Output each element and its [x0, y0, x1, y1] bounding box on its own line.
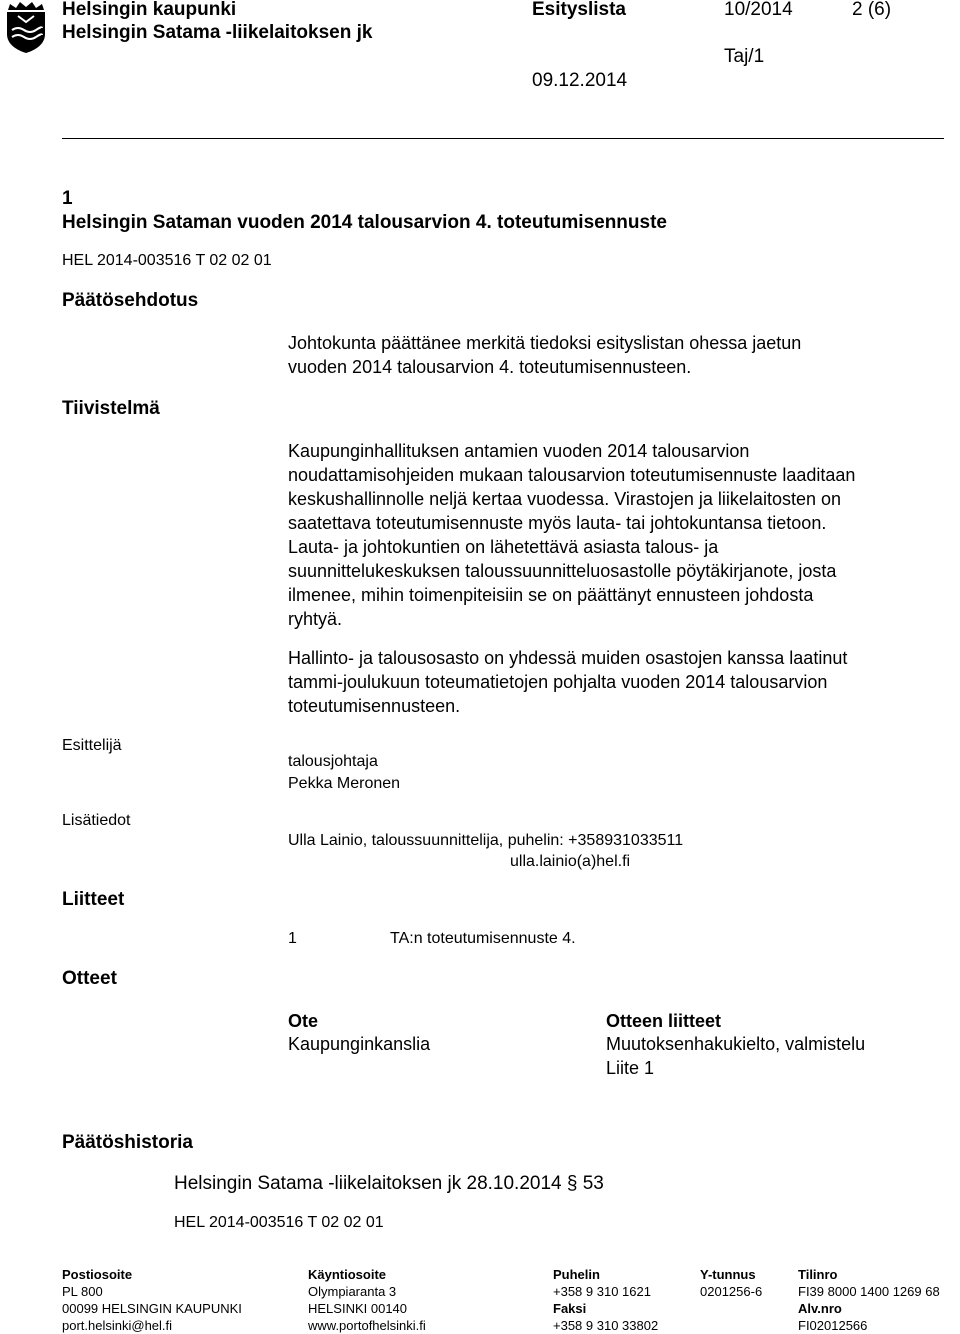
footer-fax-number: +358 9 310 33802: [553, 1318, 659, 1333]
header-org: Helsingin kaupunki: [62, 0, 237, 20]
label-extracts: Otteet: [62, 968, 117, 989]
extract-heading: Ote: [288, 1011, 319, 1031]
header-date: 09.12.2014: [532, 70, 628, 91]
footer-phone: [553, 1266, 658, 1334]
extract-attachment-item: Liite 1: [606, 1058, 655, 1078]
extract-recipient: Kaupunginkanslia: [288, 1034, 431, 1054]
label-history: Päätöshistoria: [62, 1132, 193, 1153]
header-doc-type: Esityslista: [532, 0, 626, 20]
label-presenter: Esittelijä: [62, 737, 122, 754]
contact-email: ulla.lainio(a)hel.fi: [510, 853, 631, 870]
helsinki-crest-logo: [4, 0, 48, 54]
footer-postal-address: [62, 1266, 242, 1334]
header-number: 10/2014: [724, 0, 793, 20]
footer-visit-address: [308, 1266, 426, 1334]
proposal-text: [288, 331, 938, 379]
footer-account-value: FI39 8000 1400 1269 68: [798, 1284, 940, 1299]
footer-website-link[interactable]: www.portofhelsinki.fi: [308, 1318, 426, 1333]
footer-ytunnus: [700, 1266, 762, 1300]
footer-postal-line: 00099 HELSINGIN KAUPUNKI: [62, 1301, 242, 1316]
label-proposal: Päätösehdotus: [62, 290, 199, 311]
footer-ytunnus-head: Y-tunnus: [700, 1267, 756, 1282]
summary-line: keskushallinnolle neljä kertaa vuodessa. Virastojen ja liikelaitosten on: [288, 489, 841, 509]
header-page: 2 (6): [852, 0, 892, 20]
history-entry: Helsingin Satama -liikelaitoksen jk 28.10.2014 § 53: [174, 1173, 604, 1194]
item-title: Helsingin Sataman vuoden 2014 talousarvion 4. toteutumisennuste: [62, 212, 667, 233]
summary-paragraph-2: [288, 646, 938, 718]
footer-visit-head: Käyntiosoite: [308, 1267, 387, 1282]
attachment-number: 1: [288, 930, 297, 947]
footer-account-head: Tilinro: [798, 1267, 838, 1282]
summary-line: ryhtyä.: [288, 609, 343, 629]
footer-visit-line: HELSINKI 00140: [308, 1301, 408, 1316]
proposal-line: Johtokunta päättänee merkitä tiedoksi esityslistan ohessa jaetun: [288, 333, 802, 353]
summary-line: suunnittelukeskuksen taloussuunnitteluosastolle pöytäkirjanote, josta: [288, 561, 837, 581]
presenter-name: Pekka Meronen: [288, 775, 401, 792]
summary-line: toteutumisennusteen.: [288, 696, 461, 716]
proposal-line: vuoden 2014 talousarvion 4. toteutumisennusteen.: [288, 357, 692, 377]
summary-line: Lauta- ja johtokuntien on lähetettävä asiasta talous- ja: [288, 537, 719, 557]
footer-account: [798, 1266, 940, 1334]
label-attachments: Liitteet: [62, 889, 125, 910]
attachment-title[interactable]: TA:n toteutumisennuste 4.: [390, 930, 576, 947]
footer-phone-number: +358 9 310 1621: [553, 1284, 651, 1299]
summary-line: saatettava toteutumisennuste myös lauta- tai johtokuntansa tietoon.: [288, 513, 827, 533]
footer-vat-value: FI02012566: [798, 1318, 868, 1333]
header-rule: [62, 138, 944, 139]
header-unit: Helsingin Satama -liikelaitoksen jk: [62, 22, 373, 43]
footer-fax-head: Faksi: [553, 1301, 587, 1316]
history-diary-number: HEL 2014-003516 T 02 02 01: [174, 1214, 384, 1231]
presenter-title: talousjohtaja: [288, 753, 378, 770]
summary-line: tammi-joulukuun toteumatietojen pohjalta vuoden 2014 talousarvion: [288, 672, 828, 692]
item-diary-number: HEL 2014-003516 T 02 02 01: [62, 252, 272, 269]
label-info: Lisätiedot: [62, 812, 131, 829]
label-summary: Tiivistelmä: [62, 398, 160, 419]
contact-line: Ulla Lainio, taloussuunnittelija, puhelin: +358931033511: [288, 832, 684, 849]
summary-paragraph-1: [288, 439, 938, 631]
footer-ytunnus-value: 0201256-6: [700, 1284, 763, 1299]
summary-line: Kaupunginhallituksen antamien vuoden 2014 talousarvion: [288, 441, 750, 461]
item-number: 1: [62, 188, 73, 209]
summary-line: noudattamisohjeiden mukaan talousarvion toteutumisennuste laaditaan: [288, 465, 856, 485]
footer-postal-line: PL 800: [62, 1284, 103, 1299]
summary-line: Hallinto- ja talousosasto on yhdessä muiden osastojen kanssa laatinut: [288, 648, 848, 668]
footer-visit-line: Olympiaranta 3: [308, 1284, 397, 1299]
extract-attachments-heading: Otteen liitteet: [606, 1011, 722, 1031]
header-section: Taj/1: [724, 46, 765, 67]
extract-attachment-item: Muutoksenhakukielto, valmistelu: [606, 1034, 866, 1054]
footer-postal-email[interactable]: port.helsinki@hel.fi: [62, 1318, 173, 1333]
footer-postal-head: Postiosoite: [62, 1267, 133, 1282]
footer-phone-head: Puhelin: [553, 1267, 600, 1282]
footer-vat-head: Alv.nro: [798, 1301, 842, 1316]
summary-line: ilmenee, mihin toimenpiteisiin se on päättänyt ennusteen johdosta: [288, 585, 814, 605]
